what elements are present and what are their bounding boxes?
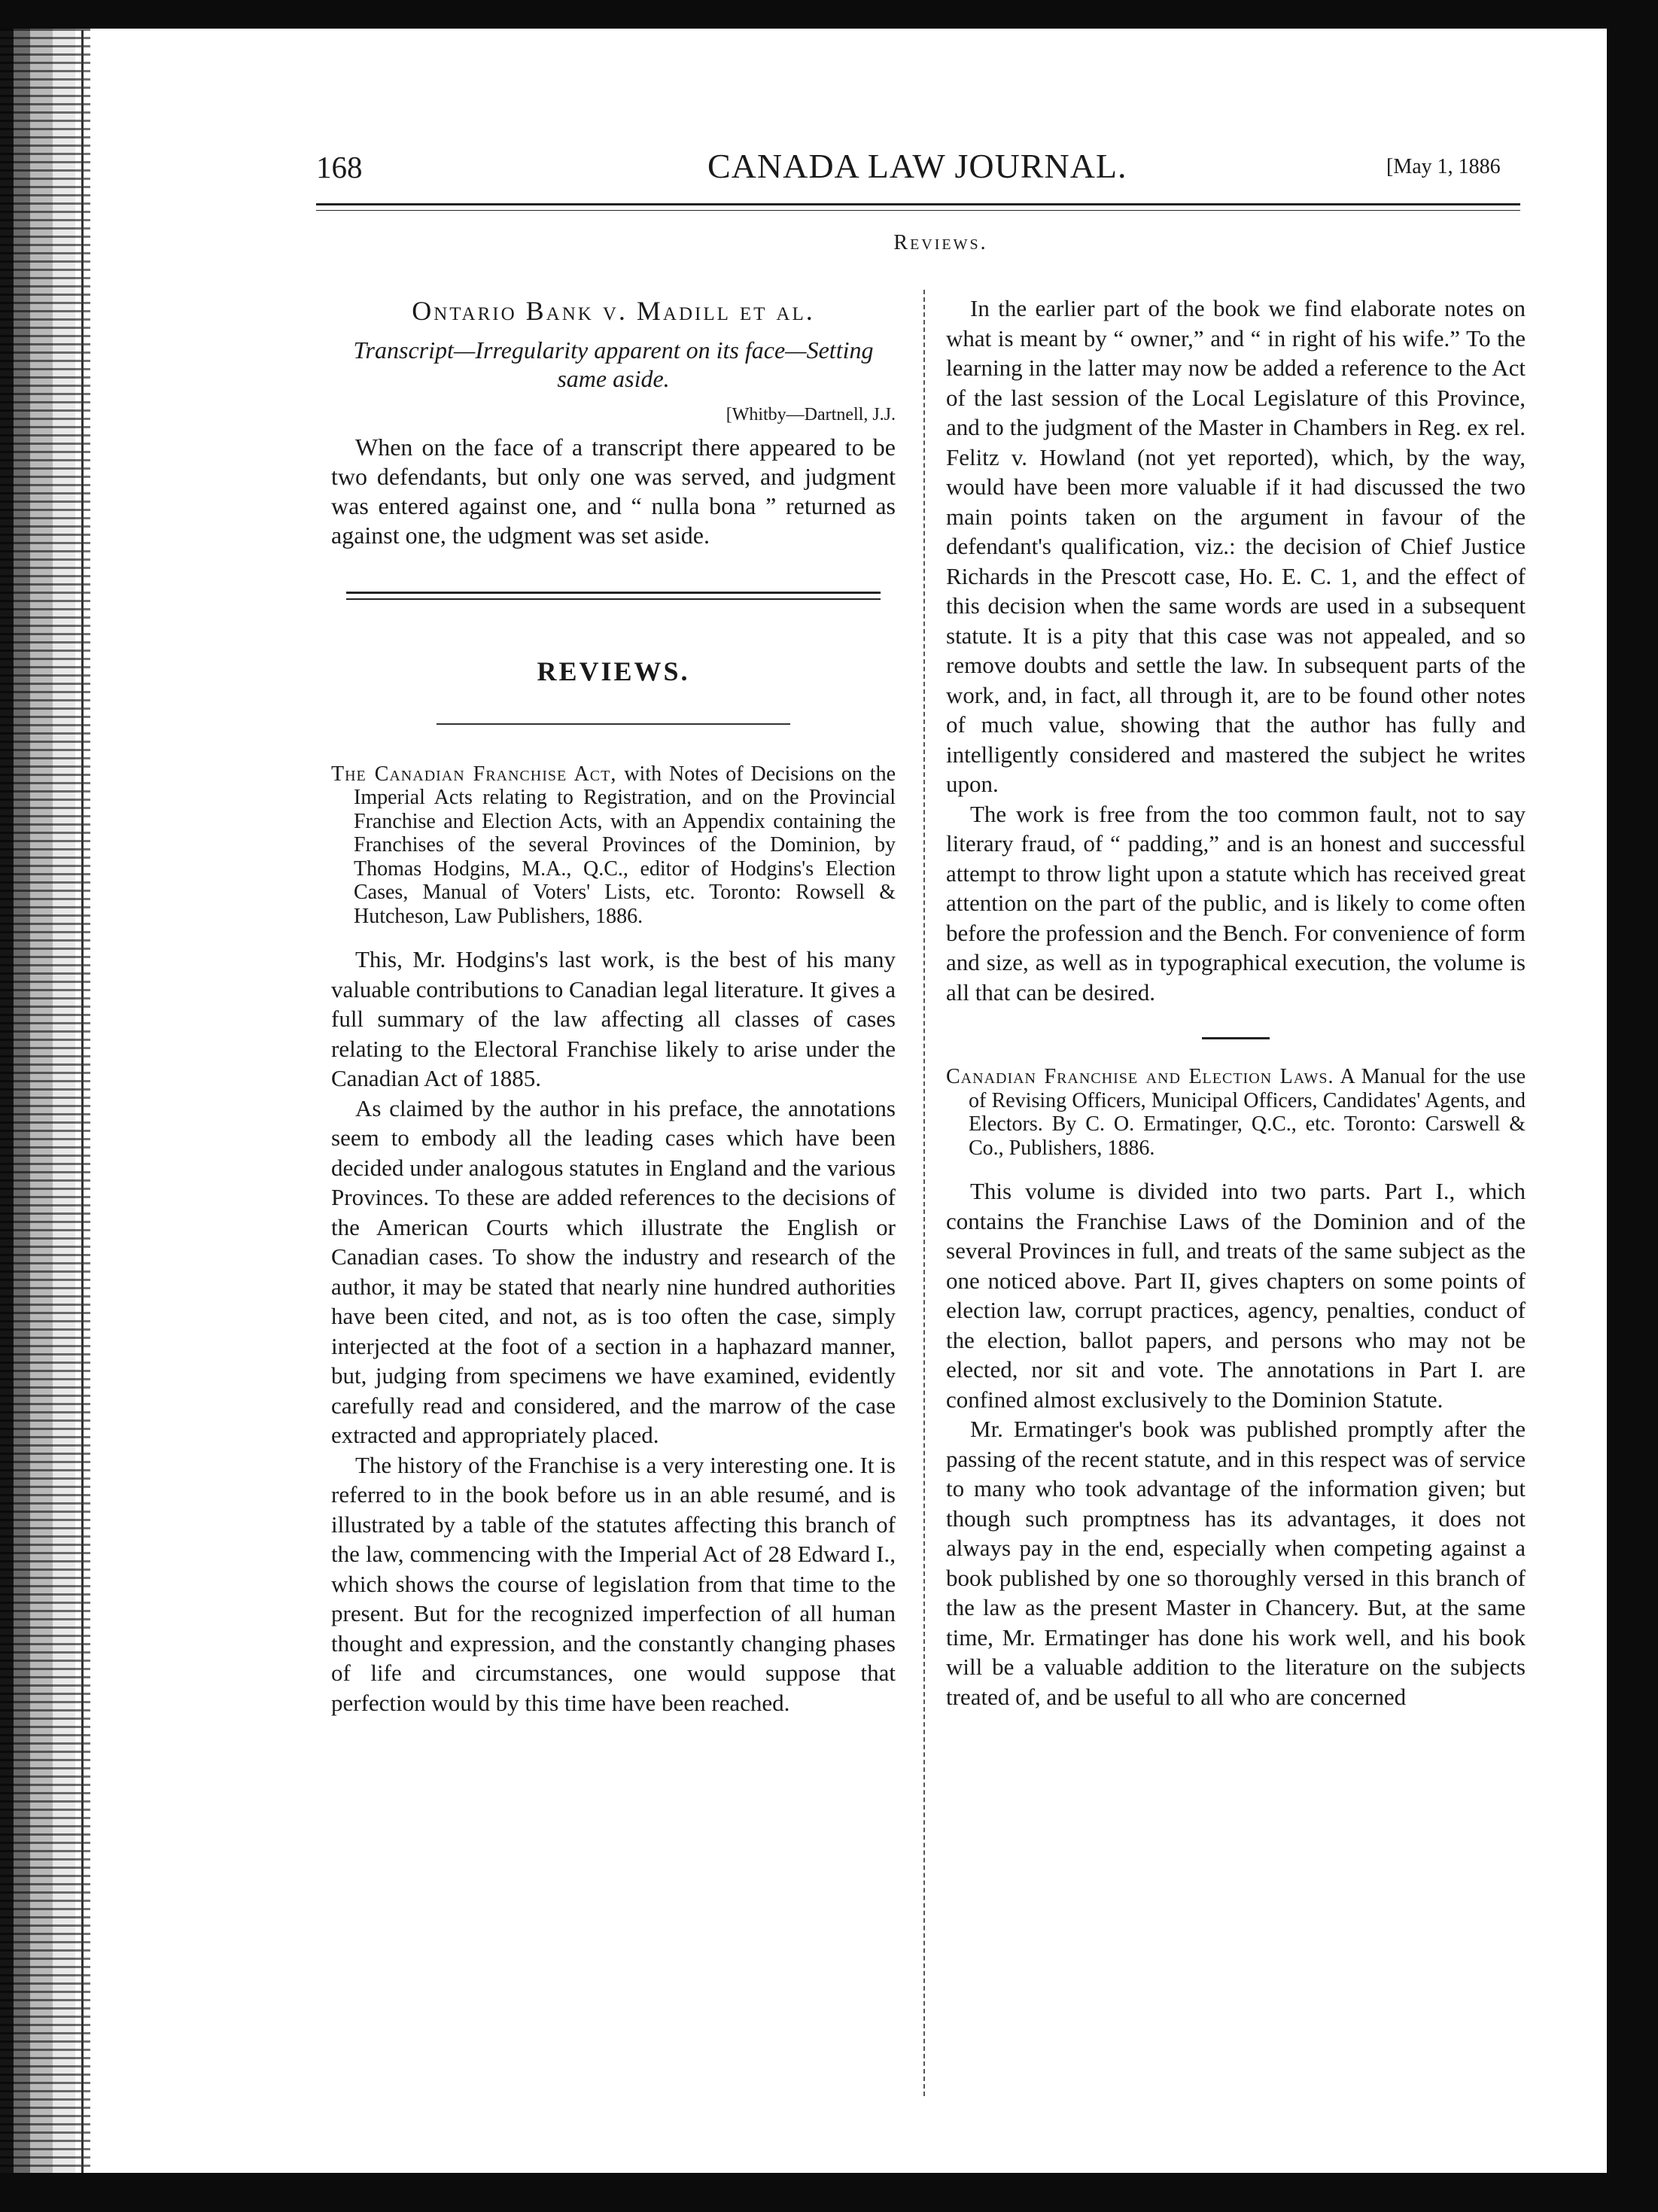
section-double-rule [346,592,881,600]
page-number: 168 [316,150,363,184]
left-column [331,294,896,1718]
review-paragraph: As claimed by the author in his preface, the annotations seem to embody all the leading cases which have been decided under analogous statutes in England and the various Provinces. To these are added references to the decisions of the American Courts which illustrate the English or Canadian cases. To show the industry and research of the author, it may be stated that nearly nine hundred authorities have been cited, and not, as is too often the case, simply interjected at the foot of a section in a haphazard manner, but, judging from specimens we have examined, evidently carefully read and considered, and the marrow of the case extracted and appropriately placed. [331,1094,896,1448]
review-paragraph: Mr. Ermatinger's book was published promptly after the passing of the recent statute, and in this respect was of service to many who took advantage of the information given; but though such promptness has its advantages, it does not always pay in the end, especially when competing against a book published by one so thoroughly versed in this branch of the law as the present Master in Chancery. But, at the same time, Mr. Ermatinger has done his work well, and his book will be a valuable addition to the literature on the subjects treated of, and be useful to all who are concerned [946,1416,1526,1710]
header-rule [316,203,1520,211]
review-paragraph: This, Mr. Hodgins's last work, is the best of his many valuable contributions to Canadian legal literature. It gives a full summary of the law affecting all classes of cases relating to the Electoral Franchise likely to arise under the Canadian Act of 1885. [331,946,896,1091]
book-citation [946,1065,1526,1160]
review-paragraph: The history of the Franchise is a very interesting one. It is referred to in the book before us in an able resumé, and is illustrated by a table of the statutes affecting this branch of the law, commencing with the Imperial Act of 28 Edward I., which shows the course of legislation from that time to the present. But for the recognized imperfection of all human thought and expression, and the constantly changing phases of life and circumstances, one would suppose that perfection would by this time have been reached. [331,1451,896,1716]
column-divider [923,290,925,2096]
book-spine-shadow [0,29,90,2173]
book-citation-details: A Manual for the use of Revising Officers, Municipal Officers, Candidates' Agents, and Electors. By C. O. Ermatinger, Q.C., etc. Toronto: Carswell & Co., Publishers, 1886. [969,1065,1526,1160]
issue-date: [May 1, 1886 [1386,155,1501,178]
reviews-heading: REVIEWS. [537,656,690,686]
book-citation [331,762,896,929]
review-paragraph: The work is free from the too common fault, not to say literary fraud, of “ padding,” and is an honest and successful attempt to throw light upon a statute which has received great attention on the part of the public, and is likely to come often before the profession and the Bench. For convenience of form and size, as well as in typographical execution, the volume is all that can be desired. [946,800,1526,1006]
case-summary: When on the face of a transcript there appeared to be two defendants, but only one was served, and judgment was entered against one, and “ nulla bona ” returned as against one, the udgment was set aside. [331,434,896,549]
book-citation-title: The Canadian Franchise Act, [331,762,617,786]
case-headnote: Transcript—Irregularity apparent on its face—Setting same aside. [353,336,874,392]
review-separator [1202,1037,1270,1039]
scan-border-right [1607,0,1658,2212]
journal-title: CANADA LAW JOURNAL. [707,147,1127,185]
scan-border-top [0,0,1658,29]
section-header: Reviews. [893,231,988,254]
book-citation-title: Canadian Franchise and Election Laws. [946,1065,1334,1088]
review-paragraph: In the earlier part of the book we find elaborate notes on what is meant by “ owner,” and “ in right of his wife.” To the learning in the latter may now be added a reference to the Act of the last session of the Local Legislature of this Province, and to the judgment of the Master in Chambers in Reg. ex rel. Felitz v. Howland (not yet reported), which, by the way, would have been more valuable if it had discussed the two main points taken on the argument in favour of the defendant's qualification, viz.: the decision of Chief Justice Richards in the Prescott case, Ho. E. C. 1, and the effect of this decision when the same words are used in a subsequent statute. It is a pity that this case was not appealed, and so remove doubts and settle the law. In subsequent parts of the work, and, in fact, all through it, are to be found other notes of much value, showing that the author has fully and intelligently considered and mastered the subject he writes upon. [946,295,1526,797]
heading-rule [437,723,790,725]
review-paragraph: This volume is divided into two parts. Part I., which contains the Franchise Laws of the Dominion and of the several Provinces in full, and treats of the same subject as the one noticed above. Part II, gives chapters on some points of election law, corrupt practices, agency, penalties, conduct of the election, ballot papers, and persons who may not be elected, nor sit and vote. The annotations in Part I. are confined almost exclusively to the Dominion Statute. [946,1178,1526,1413]
right-column [946,294,1526,1711]
case-title: Ontario Bank v. Madill et al. [412,296,815,326]
case-court: [Whitby—Dartnell, J.J. [726,404,896,424]
book-citation-details: with Notes of Decisions on the Imperial Acts relating to Registration, and on the Provincial Franchise and Election Acts, with an Appendix containing the Franchises of the several Provinces of the Dominion, by Thomas Hodgins, M.A., Q.C., editor of Hodgins's Election Cases, Manual of Voters' Lists, etc. Toronto: Rowsell & Hutcheson, Law Publishers, 1886. [354,762,896,928]
gutter-line [81,30,84,2175]
scan-border-bottom [0,2173,1658,2212]
